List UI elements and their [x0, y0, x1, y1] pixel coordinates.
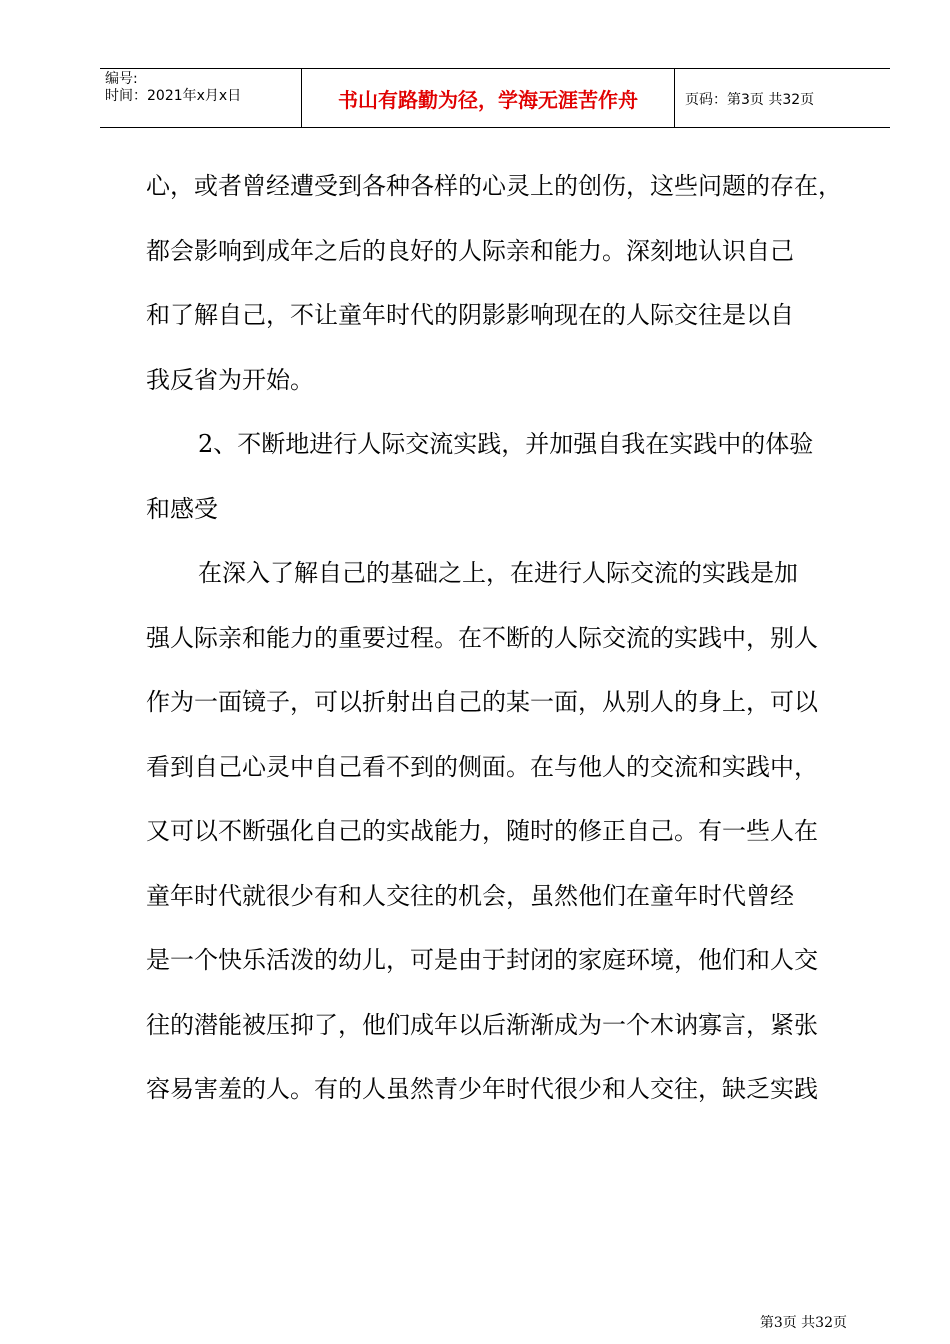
header-page-cell: [675, 69, 890, 128]
body-line: 童年时代就很少有和人交往的机会，虽然他们在童年时代曾经: [146, 881, 794, 910]
body-line: 在深入了解自己的基础之上，在进行人际交流的实践是加: [198, 559, 798, 587]
body-line: 容易害羞的人。有的人虽然青少年时代很少和人交往，缺乏实践: [146, 1075, 818, 1103]
body-line: 心，或者曾经遭受到各种各样的心灵上的创伤，这些问题的存在，: [146, 172, 842, 200]
body-line: 是一个快乐活泼的幼儿，可是由于封闭的家庭环境，他们和人交: [146, 946, 818, 974]
document-body: [146, 154, 850, 1122]
header-page-info: 页码：第3页 共32页: [685, 91, 815, 108]
document-number-label: 编号:: [105, 71, 138, 87]
document-time-label: 时间：2021年x月x日: [105, 88, 242, 104]
body-line: 我反省为开始。: [146, 365, 314, 394]
header-motto: 书山有路勤为径，学海无涯苦作舟: [338, 88, 638, 112]
header-meta-cell: [100, 69, 302, 128]
body-line: 作为一面镜子，可以折射出自己的某一面，从别人的身上，可以: [146, 688, 818, 716]
footer-page-info: 第3页 共32页: [759, 1315, 847, 1331]
page-header: [100, 68, 890, 128]
header-motto-cell: [302, 69, 675, 128]
body-line: 看到自己心灵中自己看不到的侧面。在与他人的交流和实践中，: [146, 752, 818, 781]
body-line: 又可以不断强化自己的实战能力，随时的修正自己。有一些人在: [146, 817, 818, 845]
body-line: 强人际亲和能力的重要过程。在不断的人际交流的实践中，别人: [146, 623, 818, 652]
body-line: 和了解自己，不让童年时代的阴影影响现在的人际交往是以自: [146, 301, 794, 329]
body-line: 都会影响到成年之后的良好的人际亲和能力。深刻地认识自己: [146, 236, 794, 265]
body-line: 往的潜能被压抑了，他们成年以后渐渐成为一个木讷寡言，紧张: [146, 1010, 818, 1039]
section-heading-continued: 和感受: [146, 494, 218, 523]
section-heading: 2、不断地进行人际交流实践，并加强自我在实践中的体验: [198, 430, 814, 458]
page-footer: [760, 1312, 847, 1332]
